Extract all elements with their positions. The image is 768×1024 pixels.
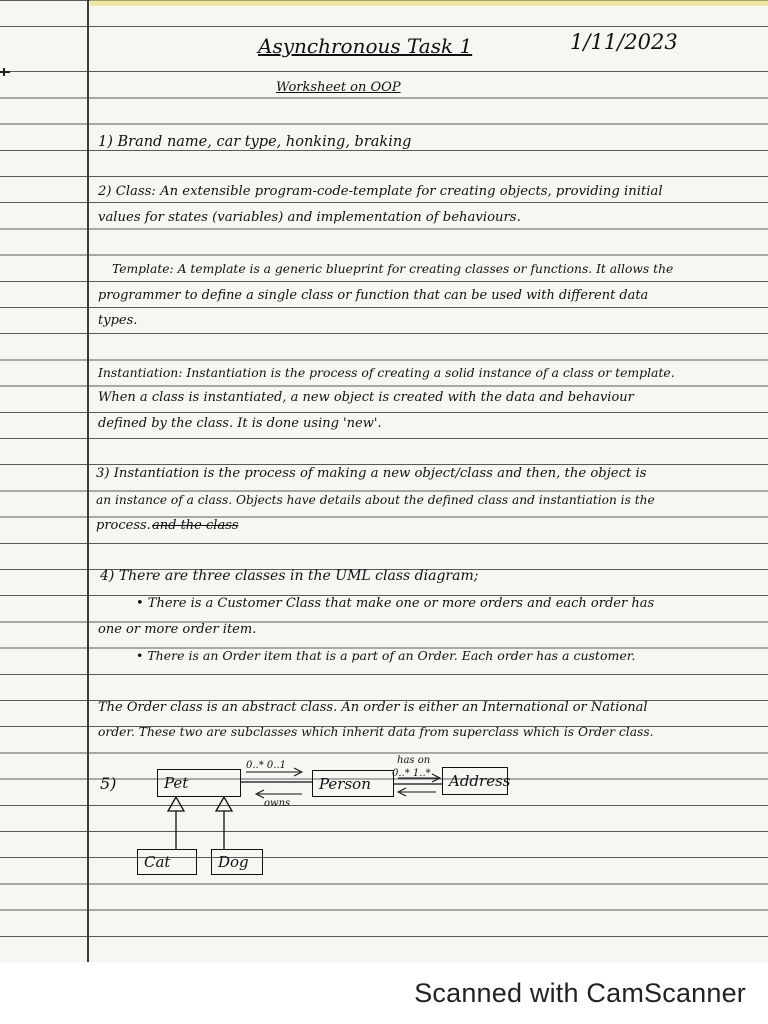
person-address-association-label: has on [397, 755, 431, 766]
order-class-line-1: The Order class is an abstract class. An order is either an International or National [98, 700, 648, 715]
person-class-box: Person [312, 770, 394, 797]
pet-class-box: Pet [157, 769, 241, 797]
answer-3-line-2: an instance of a class. Objects have details about the defined class and instantiation is the [96, 493, 655, 507]
page-subtitle: Worksheet on OOP [276, 80, 401, 95]
pet-person-multiplicity: 0..* 0..1 [246, 760, 286, 771]
cat-class-box: Cat [137, 849, 197, 875]
order-class-line-2: order. These two are subclasses which inherit data from superclass which is Order class. [98, 725, 654, 739]
scanner-watermark: Scanned with CamScanner [414, 978, 746, 1008]
answer-2-line-2: values for states (variables) and implementation of behaviours. [98, 210, 521, 225]
answer-2-line-1: 2) Class: An extensible program-code-template for creating objects, providing initial [98, 184, 663, 199]
template-line-3: types. [98, 313, 138, 328]
dog-class-box: Dog [211, 849, 263, 875]
punch-mark [0, 71, 10, 73]
punch-mark-tick [3, 68, 5, 76]
instantiation-line-1: Instantiation: Instantiation is the process of creating a solid instance of a class or template. [98, 365, 675, 380]
answer-5-number: 5) [100, 774, 117, 793]
answer-1: 1) Brand name, car type, honking, braking [98, 134, 412, 150]
answer-4-bullet-2: • There is an Order item that is a part of an Order. Each order has a customer. [136, 648, 636, 663]
template-line-1: Template: A template is a generic blueprint for creating classes or functions. It allows the [112, 262, 674, 276]
margin-line [87, 0, 89, 962]
person-address-multiplicity: 0..* 1..* [392, 768, 431, 779]
answer-4-bullet-1-line-1: • There is a Customer Class that make one or more orders and each order has [136, 596, 655, 611]
instantiation-line-2: When a class is instantiated, a new object is created with the data and behaviour [98, 390, 634, 405]
pet-person-association-label: owns [264, 798, 291, 809]
instantiation-line-3: defined by the class. It is done using 'new'. [98, 416, 382, 431]
answer-3-struck-text: and the class [152, 518, 239, 533]
tape-strip [90, 0, 768, 6]
page-date: 1/11/2023 [570, 30, 678, 54]
answer-3-line-1: 3) Instantiation is the process of making a new object/class and then, the object is [96, 466, 647, 481]
template-line-2: programmer to define a single class or function that can be used with different data [98, 288, 649, 303]
page-title: Asynchronous Task 1 [258, 34, 473, 58]
address-class-box: Address [442, 767, 508, 795]
answer-4-bullet-1-line-2: one or more order item. [98, 622, 257, 637]
answer-3-line-3: process. [96, 518, 151, 533]
answer-4-intro: 4) There are three classes in the UML class diagram; [100, 568, 479, 584]
